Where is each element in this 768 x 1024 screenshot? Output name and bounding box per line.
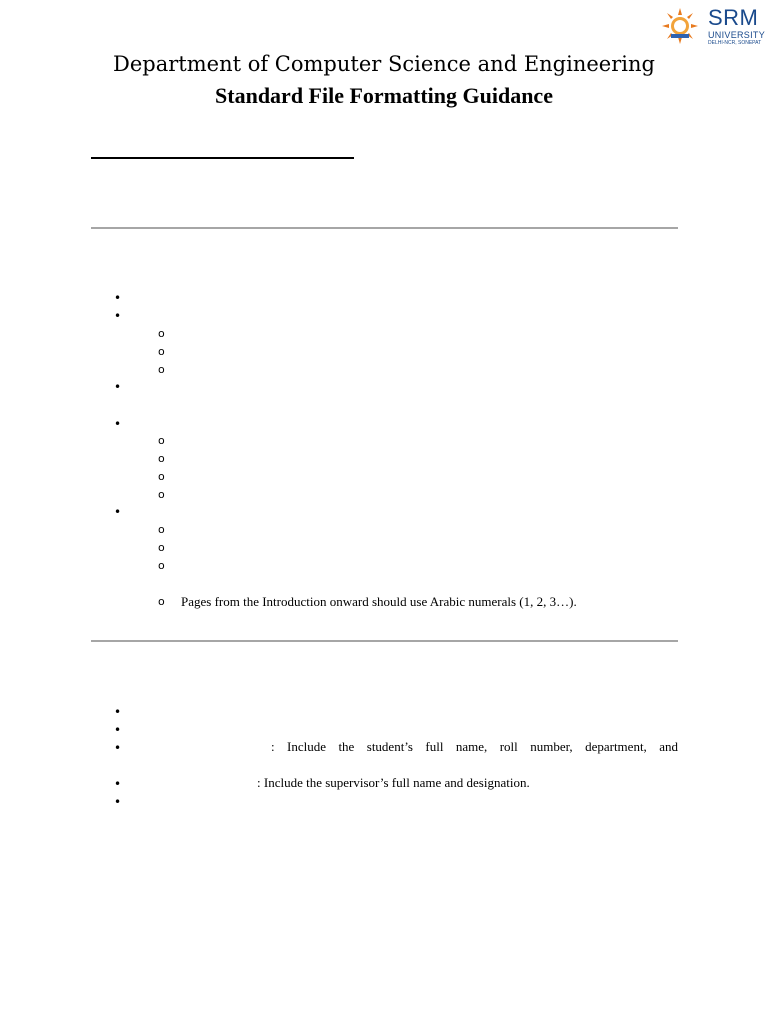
list-bullet: • — [114, 705, 122, 719]
logo-location-text: DELHI-NCR, SONEPAT — [708, 40, 762, 46]
list-bullet: • — [114, 505, 122, 519]
list-bullet: • — [114, 417, 122, 431]
section-divider-2 — [91, 640, 678, 642]
sub-list-bullet: o — [158, 345, 165, 358]
list-bullet: • — [114, 777, 122, 791]
logo-brand-text: SRM — [708, 5, 759, 30]
supervisor-details-note: : Include the supervisor’s full name and designation. — [257, 775, 530, 790]
sub-list-bullet: o — [158, 595, 165, 608]
sub-list-bullet: o — [158, 541, 165, 554]
list-bullet: • — [114, 741, 122, 755]
srm-university-logo — [660, 6, 764, 48]
title-underline — [91, 157, 354, 159]
list-bullet: • — [114, 380, 122, 394]
department-heading: Department of Computer Science and Engineering — [113, 52, 655, 76]
sub-list-bullet: o — [158, 434, 165, 447]
list-bullet: • — [114, 795, 122, 809]
list-bullet: • — [114, 723, 122, 737]
section-divider-1 — [91, 227, 678, 229]
list-bullet: • — [114, 309, 122, 323]
student-details-note: : Include the student’s full name, roll number, department, and — [271, 739, 678, 754]
sub-list-bullet: o — [158, 523, 165, 536]
sub-list-bullet: o — [158, 327, 165, 340]
sub-list-bullet: o — [158, 452, 165, 465]
sub-list-bullet: o — [158, 470, 165, 483]
sun-emblem-icon — [660, 6, 704, 48]
sub-list-bullet: o — [158, 559, 165, 572]
logo-university-text: UNIVERSITY — [708, 30, 766, 40]
list-bullet: • — [114, 291, 122, 305]
document-title: Standard File Formatting Guidance — [215, 83, 553, 108]
arabic-numerals-note: Pages from the Introduction onward should use Arabic numerals (1, 2, 3…). — [181, 594, 577, 609]
sub-list-bullet: o — [158, 488, 165, 501]
sub-list-bullet: o — [158, 363, 165, 376]
